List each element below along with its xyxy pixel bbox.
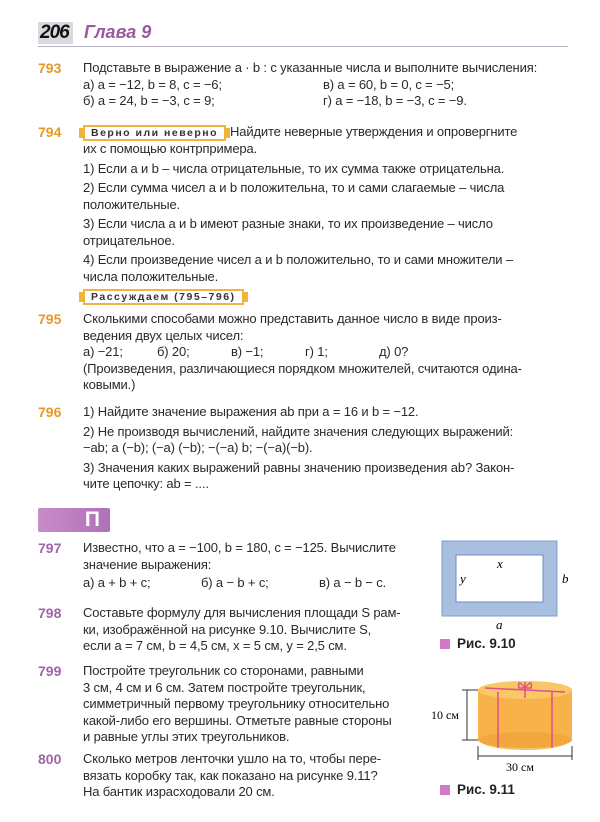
problem-text [83,311,568,394]
text-line: симметричный первому треугольнику относительно [83,696,390,711]
problem-number: 797 [38,540,62,556]
text-line: Постройте треугольник со сторонами, равными [83,663,364,678]
text-line: Составьте формулу для вычисления площади S рам- [83,605,401,620]
problem-798 [38,605,428,655]
option: г) 1; [305,344,328,359]
problem-text [83,60,568,110]
text-line [83,124,568,141]
page-number: 206 [38,22,73,44]
problem-796 [38,404,568,493]
option: в) −1; [231,344,264,359]
text-line: 1) Если a и b – числа отрицательные, то их сумма также отрицательна. [83,160,505,176]
text-line: 3) Значения каких выражений равны значению произведения ab? Закон- [83,459,515,475]
chapter-title: Глава 9 [84,22,152,42]
option: а) a = −12, b = 8, c = −6; [83,76,222,92]
option-row [83,93,568,110]
problem-text [83,663,428,746]
problem-793 [38,60,568,110]
problem-794 [38,124,568,285]
text-line: 2) Не производя вычислений, найдите значения следующих выражений: [83,423,514,439]
caption-9-11: Рис. 9.11 [440,782,515,797]
option: в) a − b − c. [319,575,387,590]
text-line: ведения двух целых чисел: [83,327,244,343]
text-line: 2) Если сумма чисел a и b положительна, то и сами слагаемые – числа [83,180,505,195]
text-line: На бантик израсходовали 20 см. [83,784,275,799]
option: д) 0? [379,344,409,359]
option: б) a = 24, b = −3, c = 9; [83,93,215,108]
text-line: чите цепочку: ab = .... [83,476,209,491]
text-line: 3) Если числа a и b имеют разные знаки, то их произведение – число [83,216,493,231]
problem-797 [38,540,428,592]
label-y: y [460,571,466,586]
text-line: если a = 7 см, b = 4,5 см, x = 5 см, y = 2,5 см. [83,638,347,653]
text-line: какой-либо его вершины. Отметьте равные стороны [83,712,392,728]
text-line: отрицательное. [83,232,175,248]
problem-number: 796 [38,404,62,420]
text-line: Сколькими способами можно представить данное число в виде произ- [83,311,502,326]
text-line: 3 см, 4 см и 6 см. Затем постройте треугольник, [83,679,366,695]
problem-795 [38,311,568,394]
problem-number: 795 [38,311,62,327]
option: б) a − b + c; [201,575,269,590]
problem-number: 799 [38,663,62,679]
problem-text [83,751,428,801]
lead-text: Найдите неверные утверждения и опровергните [230,124,518,139]
option-row [83,575,428,592]
text-line: Известно, что a = −100, b = 180, c = −125. Вычислите [83,540,396,555]
option-row [83,77,568,94]
problem-800 [38,751,428,801]
label-b: b [562,571,569,586]
text-line: ковыми.) [83,377,136,392]
text-line: числа положительные. [83,268,219,284]
option: а) −21; [83,344,123,359]
text-line: (Произведения, различающиеся порядком множителей, считаются одина- [83,360,522,376]
option: в) a = 60, b = 0, c = −5; [323,76,455,92]
section-marker [38,508,110,532]
width-label: 30 см [506,760,534,774]
problem-number: 798 [38,605,62,621]
text-line: Сколько метров ленточки ушло на то, чтобы пере- [83,751,381,766]
problem-799 [38,663,428,746]
section-letter: П [84,508,100,531]
text-line: вязать коробку так, как показано на рисунке 9.11? [83,767,378,783]
option: а) a + b + c; [83,575,151,590]
problem-number: 794 [38,124,62,140]
problem-text [83,404,568,493]
text-line: 4) Если произведение чисел a и b положительно, то и сами множители – [83,252,513,267]
reasoning-badge: Рассуждаем (795–796) [83,289,244,305]
figure-9-10 [435,535,575,635]
text-line: значение выражения: [83,556,212,572]
problem-text [83,540,428,592]
reasoning-banner [38,288,568,305]
height-label: 10 см [431,708,459,722]
caption-9-10: Рис. 9.10 [440,636,516,651]
problem-number: 800 [38,751,62,767]
text-line: ки, изображённой на рисунке 9.10. Вычислите S, [83,621,372,637]
problem-text [83,124,568,285]
true-false-badge: Верно или неверно [83,125,226,141]
text-line: Подставьте в выражение a · b : c указанные числа и выполните вычисления: [83,60,538,75]
option: б) 20; [157,344,190,359]
problem-number: 793 [38,60,62,76]
text-line: их с помощью контрпримера. [83,141,258,156]
text-line: −ab; a (−b); (−a) (−b); −(−a) b; −(−a)(−b). [83,440,313,455]
label-a: a [496,617,503,632]
text-line: и равные углы этих треугольников. [83,729,290,744]
option-row [83,344,568,361]
figure-9-11 [431,674,575,774]
page-header [38,20,568,47]
option: г) a = −18, b = −3, c = −9. [323,93,467,108]
problem-text [83,605,428,655]
text-line: 1) Найдите значение выражения ab при a = 16 и b = −12. [83,404,419,419]
text-line: положительные. [83,196,180,212]
label-x: x [497,556,503,571]
